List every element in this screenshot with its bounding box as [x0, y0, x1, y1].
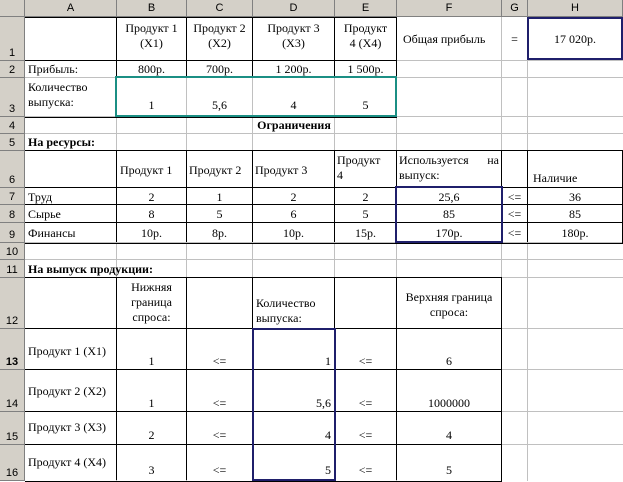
- column-header-c[interactable]: C: [187, 0, 253, 17]
- cell-e15[interactable]: <=: [358, 428, 373, 442]
- cell-f6-word1: Используется: [399, 153, 469, 167]
- column-header-b[interactable]: B: [117, 0, 187, 17]
- cell-d13[interactable]: 1: [325, 354, 331, 368]
- cell-e7[interactable]: 2: [362, 190, 369, 204]
- cell-b12-line2: граница: [131, 295, 172, 309]
- cell-a16[interactable]: Продукт 4 (X4): [28, 455, 106, 469]
- cell-f8[interactable]: 85: [443, 207, 455, 221]
- cell-c1-line1: Продукт 2: [193, 21, 246, 35]
- cell-b15[interactable]: 2: [148, 428, 155, 442]
- row-header-13[interactable]: 13: [0, 329, 25, 370]
- cell-e13[interactable]: <=: [358, 354, 373, 368]
- cell-d7[interactable]: 2: [290, 190, 297, 204]
- row-header-15[interactable]: 15: [0, 412, 25, 445]
- column-header-f[interactable]: F: [397, 0, 502, 17]
- cell-a7[interactable]: Труд: [28, 190, 53, 204]
- row-header-7[interactable]: 7: [0, 188, 25, 205]
- cell-f6-word2: на: [487, 153, 499, 167]
- cell-h7[interactable]: 36: [569, 190, 581, 204]
- cell-f6-line2: выпуск:: [399, 168, 440, 182]
- cell-a3[interactable]: [28, 80, 87, 110]
- column-header-h[interactable]: H: [528, 0, 623, 17]
- cell-d1-line1: Продукт 3: [267, 21, 320, 35]
- row-header-2[interactable]: 2: [0, 61, 25, 78]
- row-header-8[interactable]: 8: [0, 205, 25, 223]
- cell-f6-line1: [399, 153, 499, 168]
- cell-a14[interactable]: Продукт 2 (X2): [28, 384, 106, 398]
- row-header-3[interactable]: 3: [0, 78, 25, 117]
- cell-d1[interactable]: [253, 21, 334, 51]
- cell-e6[interactable]: [337, 153, 380, 183]
- cell-c3[interactable]: 5,6: [212, 98, 227, 112]
- cell-d3[interactable]: 4: [290, 98, 297, 112]
- cell-f15[interactable]: 4: [446, 428, 452, 442]
- cell-c13[interactable]: <=: [212, 354, 227, 368]
- cell-a11[interactable]: На выпуск продукции:: [28, 262, 153, 276]
- cell-b1-line2: (X1): [140, 36, 163, 50]
- cell-f6[interactable]: [399, 153, 499, 183]
- cell-g9[interactable]: <=: [507, 226, 522, 240]
- cell-d12[interactable]: [256, 296, 315, 326]
- cell-a5[interactable]: На ресурсы:: [28, 135, 96, 149]
- row-header-14[interactable]: 14: [0, 370, 25, 412]
- cell-g1[interactable]: =: [511, 32, 518, 46]
- cell-a8[interactable]: Сырье: [28, 207, 61, 221]
- cell-e8[interactable]: 5: [362, 207, 369, 221]
- cell-e16[interactable]: <=: [358, 463, 373, 477]
- cell-d1-line2: (X3): [282, 36, 305, 50]
- gridline: [25, 259, 623, 260]
- cell-d8[interactable]: 6: [290, 207, 297, 221]
- cell-e6-line1: Продукт: [337, 153, 381, 167]
- cell-d14[interactable]: 5,6: [316, 396, 331, 410]
- cell-a3-line2: выпуска:: [28, 95, 74, 109]
- cell-c6[interactable]: Продукт 2: [189, 163, 242, 177]
- cell-b12-line3: спроса:: [132, 310, 171, 324]
- cell-b3[interactable]: 1: [148, 98, 155, 112]
- row-header-5[interactable]: 5: [0, 134, 25, 151]
- cell-g7[interactable]: <=: [507, 190, 522, 204]
- cell-d15[interactable]: 4: [325, 428, 331, 442]
- cell-e6-line2: 4: [337, 168, 343, 182]
- row-header-12[interactable]: 12: [0, 278, 25, 329]
- cell-b7[interactable]: 2: [148, 190, 155, 204]
- cell-b1-line1: Продукт 1: [125, 21, 178, 35]
- cell-h8[interactable]: 85: [569, 207, 581, 221]
- cell-d12-line1: Количество: [256, 296, 316, 310]
- cell-f13[interactable]: 6: [446, 354, 452, 368]
- cell-a13[interactable]: Продукт 1 (X1): [28, 344, 106, 358]
- table-border: [25, 60, 396, 61]
- cell-b8[interactable]: 8: [148, 207, 155, 221]
- table-border: [25, 222, 622, 223]
- cell-b16[interactable]: 3: [148, 463, 155, 477]
- cell-a3-line1: Количество: [28, 80, 88, 94]
- cell-b9[interactable]: 10р.: [141, 226, 162, 240]
- cell-f7[interactable]: 25,6: [438, 190, 460, 204]
- cell-e1[interactable]: [335, 21, 396, 51]
- row-header-4[interactable]: 4: [0, 117, 25, 134]
- cell-e14[interactable]: <=: [358, 396, 373, 410]
- cell-d9[interactable]: 10р.: [283, 226, 304, 240]
- cell-c14[interactable]: <=: [212, 396, 227, 410]
- cell-e9[interactable]: 15р.: [355, 226, 376, 240]
- cell-a9[interactable]: Финансы: [28, 226, 76, 240]
- cell-c15[interactable]: <=: [212, 428, 227, 442]
- row-header-16[interactable]: 16: [0, 445, 25, 481]
- cell-a15[interactable]: Продукт 3 (X3): [28, 420, 106, 434]
- cell-f16[interactable]: 5: [446, 463, 452, 477]
- cell-c8[interactable]: 5: [216, 207, 223, 221]
- cell-c9[interactable]: 8р.: [212, 226, 227, 240]
- cell-a2[interactable]: Прибыль:: [28, 62, 79, 76]
- cell-b14[interactable]: 1: [148, 396, 155, 410]
- cell-d12-line2: выпуска:: [256, 311, 302, 325]
- cell-d2[interactable]: 1 200р.: [275, 62, 312, 76]
- cell-c2[interactable]: 700р.: [206, 62, 233, 76]
- cell-g8[interactable]: <=: [507, 207, 522, 221]
- cell-f1[interactable]: Общая прибыль: [403, 32, 486, 46]
- row-header-1[interactable]: 1: [0, 17, 25, 61]
- row-header-10[interactable]: 10: [0, 243, 25, 260]
- cell-b1[interactable]: [117, 21, 186, 51]
- cell-h9[interactable]: 180р.: [561, 226, 589, 240]
- cell-c16[interactable]: <=: [212, 463, 227, 477]
- row-header-6[interactable]: 6: [0, 151, 25, 188]
- cell-d4-constraints-title[interactable]: Ограничения: [257, 118, 331, 132]
- row-header-9[interactable]: 9: [0, 223, 25, 243]
- cell-c7[interactable]: 1: [216, 190, 223, 204]
- cell-f12-line1: Верхняя граница: [405, 290, 493, 304]
- cell-h1-total-profit[interactable]: 17 020р.: [554, 32, 596, 46]
- row-header-11[interactable]: 11: [0, 260, 25, 278]
- cell-b12-line1: Нижняя: [131, 280, 172, 294]
- column-header-d[interactable]: D: [253, 0, 335, 17]
- cell-e1-line1: Продукт: [343, 21, 388, 35]
- column-header-g[interactable]: G: [502, 0, 528, 17]
- cell-f12-line2: спроса:: [429, 305, 469, 319]
- cell-c1-line2: (X2): [208, 36, 231, 50]
- table-border: [25, 187, 622, 188]
- select-all-corner[interactable]: [0, 0, 25, 17]
- cell-b6[interactable]: Продукт 1: [120, 163, 173, 177]
- gridline: [25, 133, 623, 134]
- cell-c1[interactable]: [187, 21, 252, 51]
- cell-d16[interactable]: 5: [325, 463, 331, 477]
- cell-d6[interactable]: Продукт 3: [255, 163, 308, 177]
- column-header-a[interactable]: A: [25, 0, 117, 17]
- column-header-e[interactable]: E: [335, 0, 397, 17]
- cell-e2[interactable]: 1 500р.: [347, 62, 384, 76]
- cell-h6[interactable]: Наличие: [533, 171, 578, 185]
- table-border: [186, 277, 187, 480]
- cell-f12[interactable]: [397, 290, 501, 320]
- cell-b2[interactable]: 800р.: [138, 62, 165, 76]
- cell-b13[interactable]: 1: [148, 354, 155, 368]
- cell-e3[interactable]: 5: [362, 98, 369, 112]
- cell-e1-line2: 4 (X4): [349, 36, 382, 50]
- cell-f14[interactable]: 1000000: [428, 396, 470, 410]
- cell-f9[interactable]: 170р.: [435, 226, 463, 240]
- cell-b12[interactable]: [117, 280, 186, 325]
